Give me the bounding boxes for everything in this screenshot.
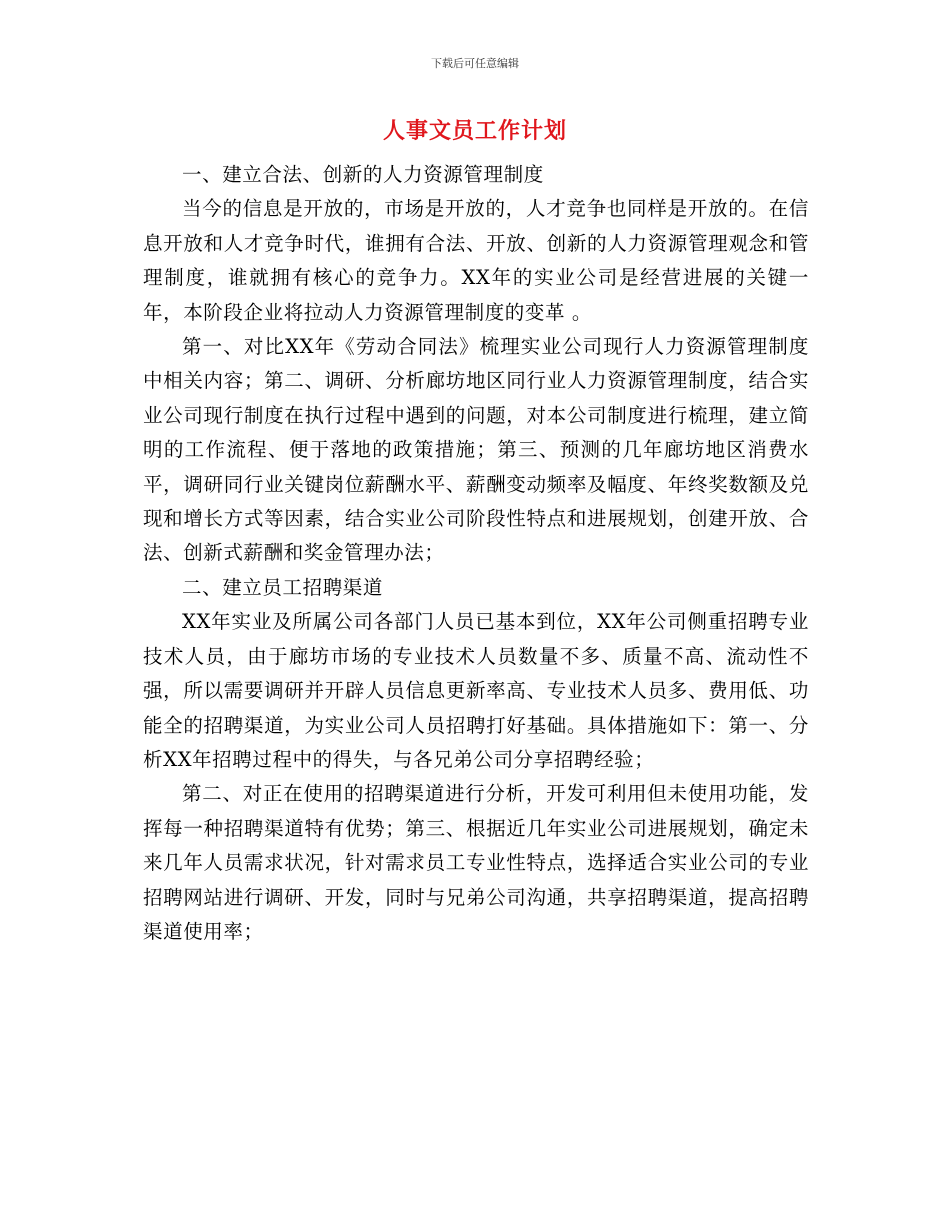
paragraph: 第二、对正在使用的招聘渠道进行分析，开发可利用但未使用功能，发挥每一种招聘渠道特有优势；第三、根据近几年实业公司进展规划，确定未来几年人员需求状况，针对需求员工专业性特点，选择适合实业公司的专业招聘网站进行调研、开发，同时与兄弟公司沟通，共享招聘渠道，提高招聘渠道使用率； <box>143 782 809 943</box>
paragraph: XX年实业及所属公司各部门人员已基本到位，XX年公司侧重招聘专业技术人员，由于廊坊市场的专业技术人员数量不多、质量不高、流动性不强，所以需要调研并开辟人员信息更新率高、专业技术人员多、费用低、功能全的招聘渠道，为实业公司人员招聘打好基础。具体措施如下：第一、分析XX年招聘过程中的得失，与各兄弟公司分享招聘经验； <box>143 610 809 771</box>
section-heading-2: 二、建立员工招聘渠道 <box>182 575 384 599</box>
header-note: 下载后可任意编辑 <box>431 57 519 70</box>
document-body <box>143 158 809 949</box>
document-title: 人事文员工作计划 <box>382 119 567 144</box>
section-heading-1: 一、建立合法、创新的人力资源管理制度 <box>182 163 544 186</box>
paragraph: 第一、对比XX年《劳动合同法》梳理实业公司现行人力资源管理制度中相关内容；第二、调研、分析廊坊地区同行业人力资源管理制度，结合实业公司现行制度在执行过程中遇到的问题，对本公司制度进行梳理，建立简明的工作流程、便于落地的政策措施；第三、预测的几年廊坊地区消费水平，调研同行业关键岗位薪酬水平、薪酬变动频率及幅度、年终奖数额及兑现和增长方式等因素，结合实业公司阶段性特点和进展规划，创建开放、合法、创新式薪酬和奖金管理办法； <box>143 335 809 565</box>
paragraph: 当今的信息是开放的，市场是开放的，人才竞争也同样是开放的。在信息开放和人才竞争时代，谁拥有合法、开放、创新的人力资源管理观念和管理制度，谁就拥有核心的竞争力。XX年的实业公司是经营进展的关键一年，本阶段企业将拉动人力资源管理制度的变革 。 <box>143 197 809 324</box>
